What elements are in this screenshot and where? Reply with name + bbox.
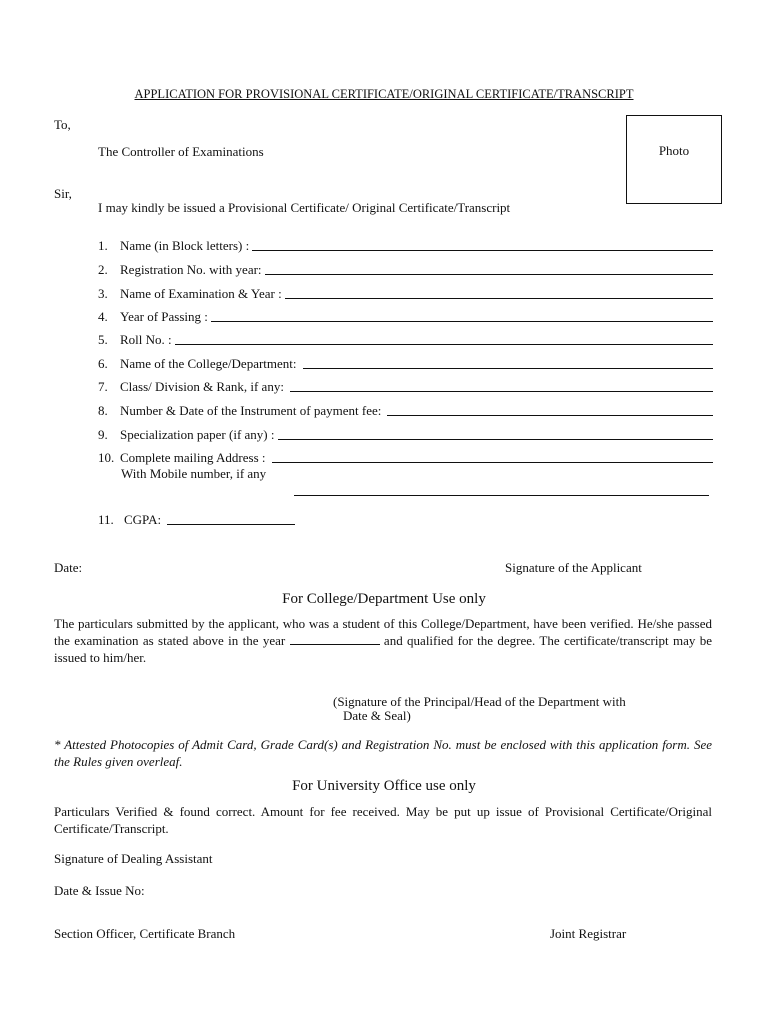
- addressee: The Controller of Examinations: [98, 144, 264, 159]
- field-label: Class/ Division & Rank, if any:: [120, 379, 284, 394]
- college-input-line[interactable]: [303, 367, 713, 369]
- field-registration: [98, 262, 713, 278]
- field-label: CGPA:: [124, 512, 162, 527]
- date-issue-no: Date & Issue No:: [54, 883, 145, 898]
- payment-input-line[interactable]: [387, 414, 713, 416]
- field-number: 7.: [98, 379, 108, 394]
- principal-signature-line2: Date & Seal): [343, 708, 411, 723]
- joint-registrar-label: Joint Registrar: [550, 926, 627, 941]
- field-number: 8.: [98, 403, 108, 418]
- paragraph-part-1: The particulars submitted by the applicant, who was a student of this College/Department, have been verified. He/she passed the examination as stated above in the year: [54, 616, 712, 648]
- field-address: [98, 450, 713, 466]
- field-label: Name (in Block letters) :: [120, 238, 250, 253]
- field-college: [98, 356, 713, 372]
- examination-input-line[interactable]: [285, 297, 713, 299]
- field-label: Registration No. with year:: [120, 262, 262, 277]
- cgpa-input-line[interactable]: [167, 524, 295, 525]
- name-input-line[interactable]: [252, 249, 713, 251]
- field-number: 10.: [98, 450, 115, 465]
- field-examination: [98, 286, 713, 302]
- field-name: [98, 238, 713, 254]
- field-number: 1.: [98, 238, 108, 253]
- year-input-line[interactable]: [290, 633, 380, 645]
- principal-signature-line1: (Signature of the Principal/Head of the Department with: [333, 694, 626, 709]
- photo-box[interactable]: [626, 115, 722, 204]
- address-input-line[interactable]: [272, 461, 713, 463]
- field-label: Year of Passing :: [120, 309, 208, 324]
- field-number: 3.: [98, 286, 108, 301]
- college-section-heading: For College/Department Use only: [282, 591, 486, 607]
- dealing-assistant-signature: Signature of Dealing Assistant: [54, 851, 213, 866]
- field-number: 11.: [98, 512, 114, 527]
- attested-copies-note: * Attested Photocopies of Admit Card, Grade Card(s) and Registration No. must be enclosed with this application form. See the Rules given overleaf.: [54, 737, 712, 769]
- field-cgpa: [98, 512, 295, 528]
- salutation-sir: Sir,: [54, 186, 72, 201]
- field-roll-no: [98, 332, 713, 348]
- field-number: 6.: [98, 356, 108, 371]
- field-label: Complete mailing Address :: [120, 450, 266, 465]
- field-number: 4.: [98, 309, 108, 324]
- class-division-input-line[interactable]: [290, 390, 713, 392]
- request-line: I may kindly be issued a Provisional Certificate/ Original Certificate/Transcript: [98, 200, 511, 215]
- field-label: Roll No. :: [120, 332, 172, 347]
- field-label: Name of the College/Department:: [120, 356, 297, 371]
- roll-no-input-line[interactable]: [175, 343, 713, 345]
- form-title: APPLICATION FOR PROVISIONAL CERTIFICATE/ORIGINAL CERTIFICATE/TRANSCRIPT: [134, 87, 634, 101]
- field-specialization: [98, 427, 713, 443]
- address-sublabel: With Mobile number, if any: [121, 466, 267, 481]
- section-officer-label: Section Officer, Certificate Branch: [54, 926, 236, 941]
- salutation-to: To,: [54, 117, 71, 132]
- university-verification-paragraph: Particulars Verified & found correct. Amount for fee received. May be put up issue of Provisional Certificate/Original Certificate/Transcript.: [54, 804, 712, 836]
- field-label: Number & Date of the Instrument of payment fee:: [120, 403, 382, 418]
- address-input-line-2[interactable]: [294, 494, 709, 496]
- field-number: 2.: [98, 262, 108, 277]
- registration-input-line[interactable]: [265, 273, 713, 275]
- applicant-signature-label: Signature of the Applicant: [505, 560, 642, 575]
- date-label: Date:: [54, 560, 83, 575]
- field-number: 9.: [98, 427, 108, 442]
- field-year-of-passing: [98, 309, 713, 325]
- year-of-passing-input-line[interactable]: [211, 320, 713, 322]
- field-label: Name of Examination & Year :: [120, 286, 282, 301]
- field-label: Specialization paper (if any) :: [120, 427, 275, 442]
- paragraph-part-2: and qualified for the degree. The certificate/transcript may be issued to him/her.: [54, 633, 712, 665]
- field-class-division: [98, 379, 713, 395]
- specialization-input-line[interactable]: [278, 438, 714, 440]
- university-section-heading: For University Office use only: [292, 778, 476, 794]
- college-verification-paragraph: [54, 615, 712, 666]
- photo-label: Photo: [658, 143, 690, 158]
- field-payment: [98, 403, 713, 419]
- field-number: 5.: [98, 332, 108, 347]
